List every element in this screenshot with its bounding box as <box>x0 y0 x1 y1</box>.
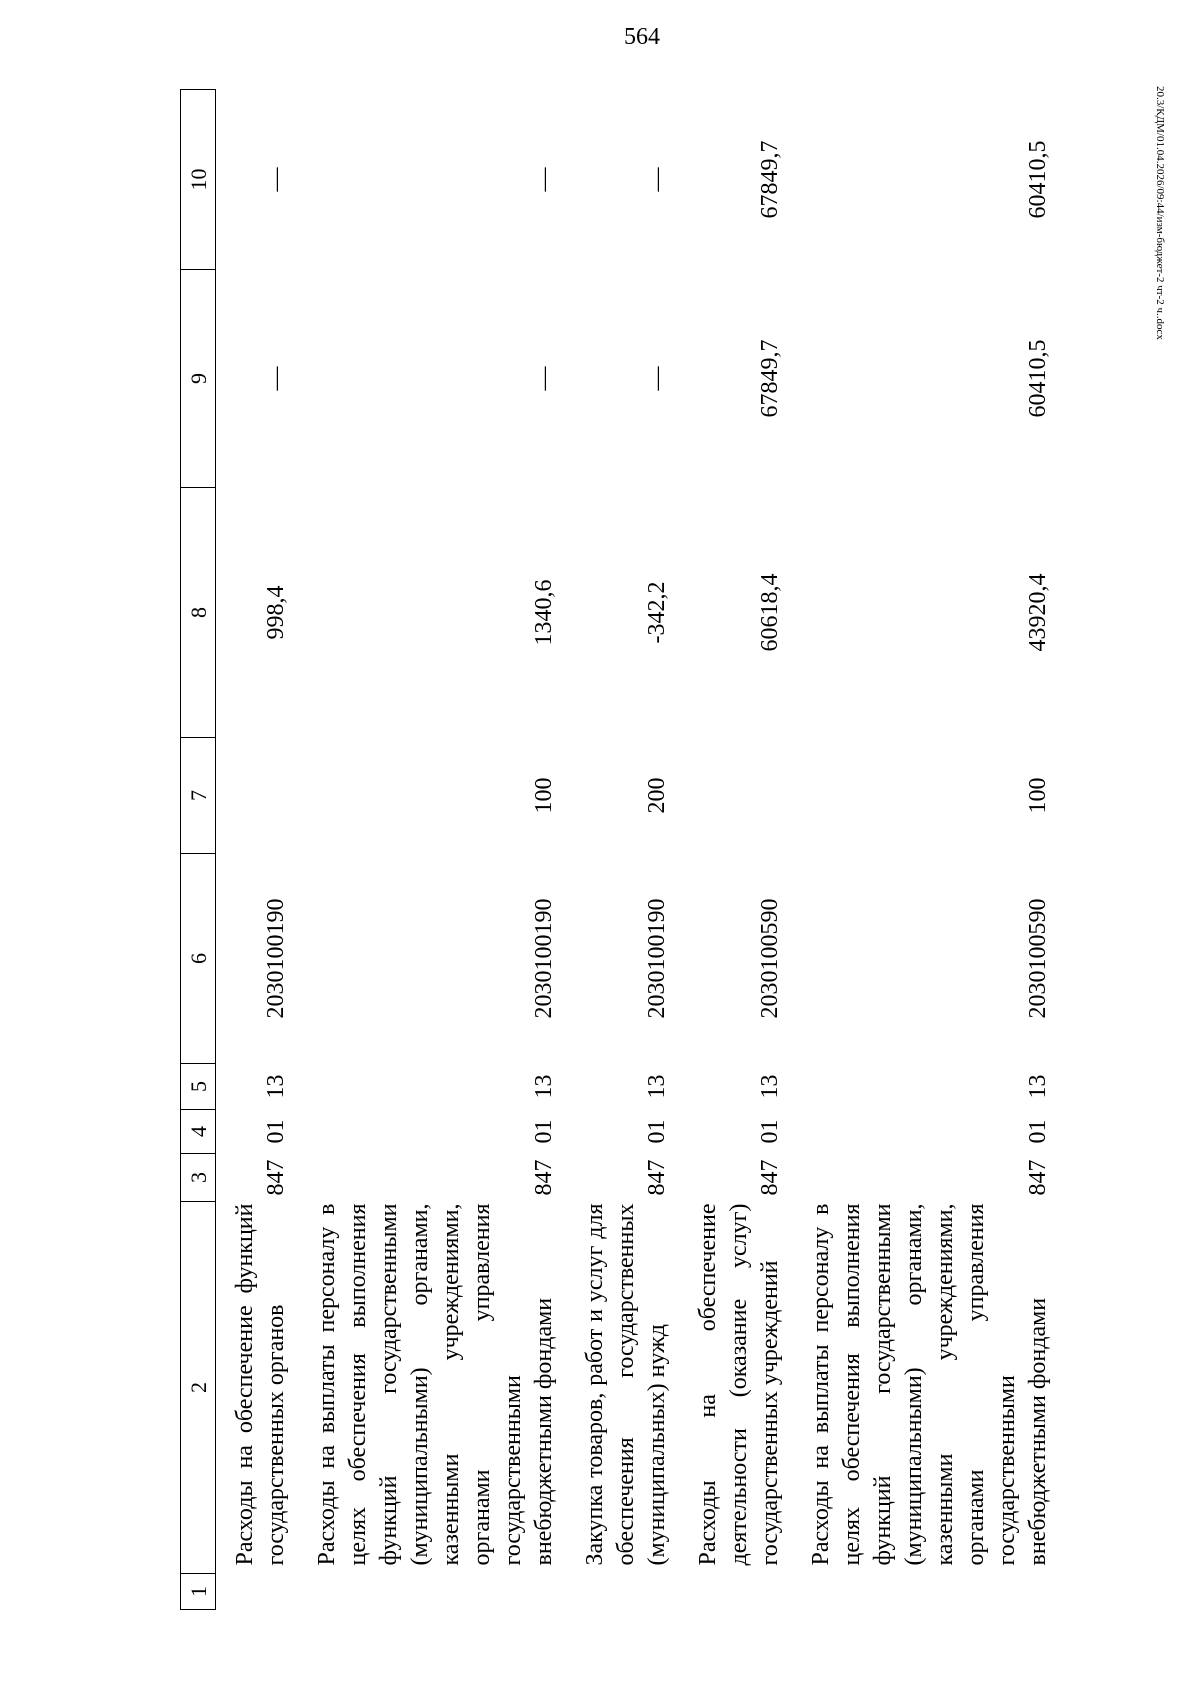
page-number: 564 <box>624 24 660 50</box>
cell-index <box>792 1574 1060 1610</box>
cell-subsection: 13 <box>531 1074 557 1099</box>
cell-target-article: 2030100590 <box>757 898 783 1019</box>
cell-expense-type: 100 <box>531 777 557 814</box>
table-header-row <box>181 90 216 1610</box>
cell-expense-type: 100 <box>1025 777 1051 814</box>
cell-amount-col10: 67849,7 <box>757 140 783 219</box>
cell-amount-col10: — <box>531 167 557 192</box>
cell-ministry-code: 847 <box>644 1159 670 1196</box>
column-header: 7 <box>181 738 216 854</box>
column-header: 6 <box>181 854 216 1064</box>
cell-amount-col10: 60410,5 <box>1025 140 1051 219</box>
cell-ministry-code: 847 <box>1025 1159 1051 1196</box>
cell-amount-col8: 1340,6 <box>531 579 557 646</box>
cell-description: Расходы на выплаты персоналу в целях обеспечения выполнения функций государственными (муниципальными) органами, казенными учреждениями, органами управления государственными внебюджетными фондами <box>314 1203 557 1566</box>
cell-index <box>679 1574 792 1610</box>
cell-amount-col10: — <box>263 167 289 192</box>
table-row <box>566 90 679 1610</box>
column-header: 9 <box>181 270 216 488</box>
cell-expense-type: 200 <box>644 777 670 814</box>
cell-amount-col9: — <box>644 366 670 391</box>
column-header: 5 <box>181 1064 216 1110</box>
column-header: 2 <box>181 1202 216 1574</box>
cell-amount-col9: — <box>263 366 289 391</box>
cell-expense-type <box>679 738 792 854</box>
cell-section: 01 <box>644 1119 670 1144</box>
cell-amount-col8: 60618,4 <box>757 573 783 652</box>
cell-section: 01 <box>1025 1119 1051 1144</box>
cell-section: 01 <box>531 1119 557 1144</box>
column-header: 3 <box>181 1154 216 1202</box>
column-header: 10 <box>181 90 216 270</box>
column-header: 8 <box>181 488 216 738</box>
cell-ministry-code: 847 <box>757 1159 783 1196</box>
table-row <box>298 90 566 1610</box>
rotated-table-container <box>180 90 1060 1610</box>
cell-target-article: 2030100190 <box>263 898 289 1019</box>
cell-index <box>566 1574 679 1610</box>
cell-subsection: 13 <box>1025 1074 1051 1099</box>
column-header: 1 <box>181 1574 216 1610</box>
cell-description: Расходы на обеспечение деятельности (оказание услуг) государственных учреждений <box>695 1203 783 1566</box>
table-row <box>216 90 299 1610</box>
cell-section: 01 <box>263 1119 289 1144</box>
cell-amount-col10: — <box>644 167 670 192</box>
cell-target-article: 2030100190 <box>531 898 557 1019</box>
cell-index <box>298 1574 566 1610</box>
cell-ministry-code: 847 <box>531 1159 557 1196</box>
cell-target-article: 2030100590 <box>1025 898 1051 1019</box>
cell-amount-col9: 67849,7 <box>757 339 783 418</box>
file-stamp: 20.3/КДМ/01.04.2026/09:44/изм-бюджет-2 чт-2 ч..docx <box>1154 86 1166 340</box>
cell-subsection: 13 <box>757 1074 783 1099</box>
cell-subsection: 13 <box>263 1074 289 1099</box>
cell-amount-col8: 998,4 <box>263 585 289 640</box>
cell-amount-col9: 60410,5 <box>1025 339 1051 418</box>
cell-description: Расходы на выплаты персоналу в целях обеспечения выполнения функций государственными (муниципальными) органами, казенными учреждениями, органами управления государственными внебюджетными фондами <box>808 1203 1051 1566</box>
cell-ministry-code: 847 <box>263 1159 289 1196</box>
cell-amount-col8: 43920,4 <box>1025 573 1051 652</box>
cell-target-article: 2030100190 <box>644 898 670 1019</box>
column-header: 4 <box>181 1110 216 1154</box>
table-row <box>679 90 792 1610</box>
cell-description: Закупка товаров, работ и услуг для обеспечения государственных (муниципальных) нужд <box>582 1203 670 1566</box>
table-row <box>792 90 1060 1610</box>
cell-subsection: 13 <box>644 1074 670 1099</box>
cell-description: Расходы на обеспечение функций государственных органов <box>232 1203 289 1566</box>
cell-amount-col9: — <box>531 366 557 391</box>
cell-section: 01 <box>757 1119 783 1144</box>
cell-index <box>216 1574 299 1610</box>
cell-expense-type <box>216 738 299 854</box>
budget-table <box>180 89 1060 1610</box>
cell-amount-col8: -342,2 <box>644 581 670 644</box>
